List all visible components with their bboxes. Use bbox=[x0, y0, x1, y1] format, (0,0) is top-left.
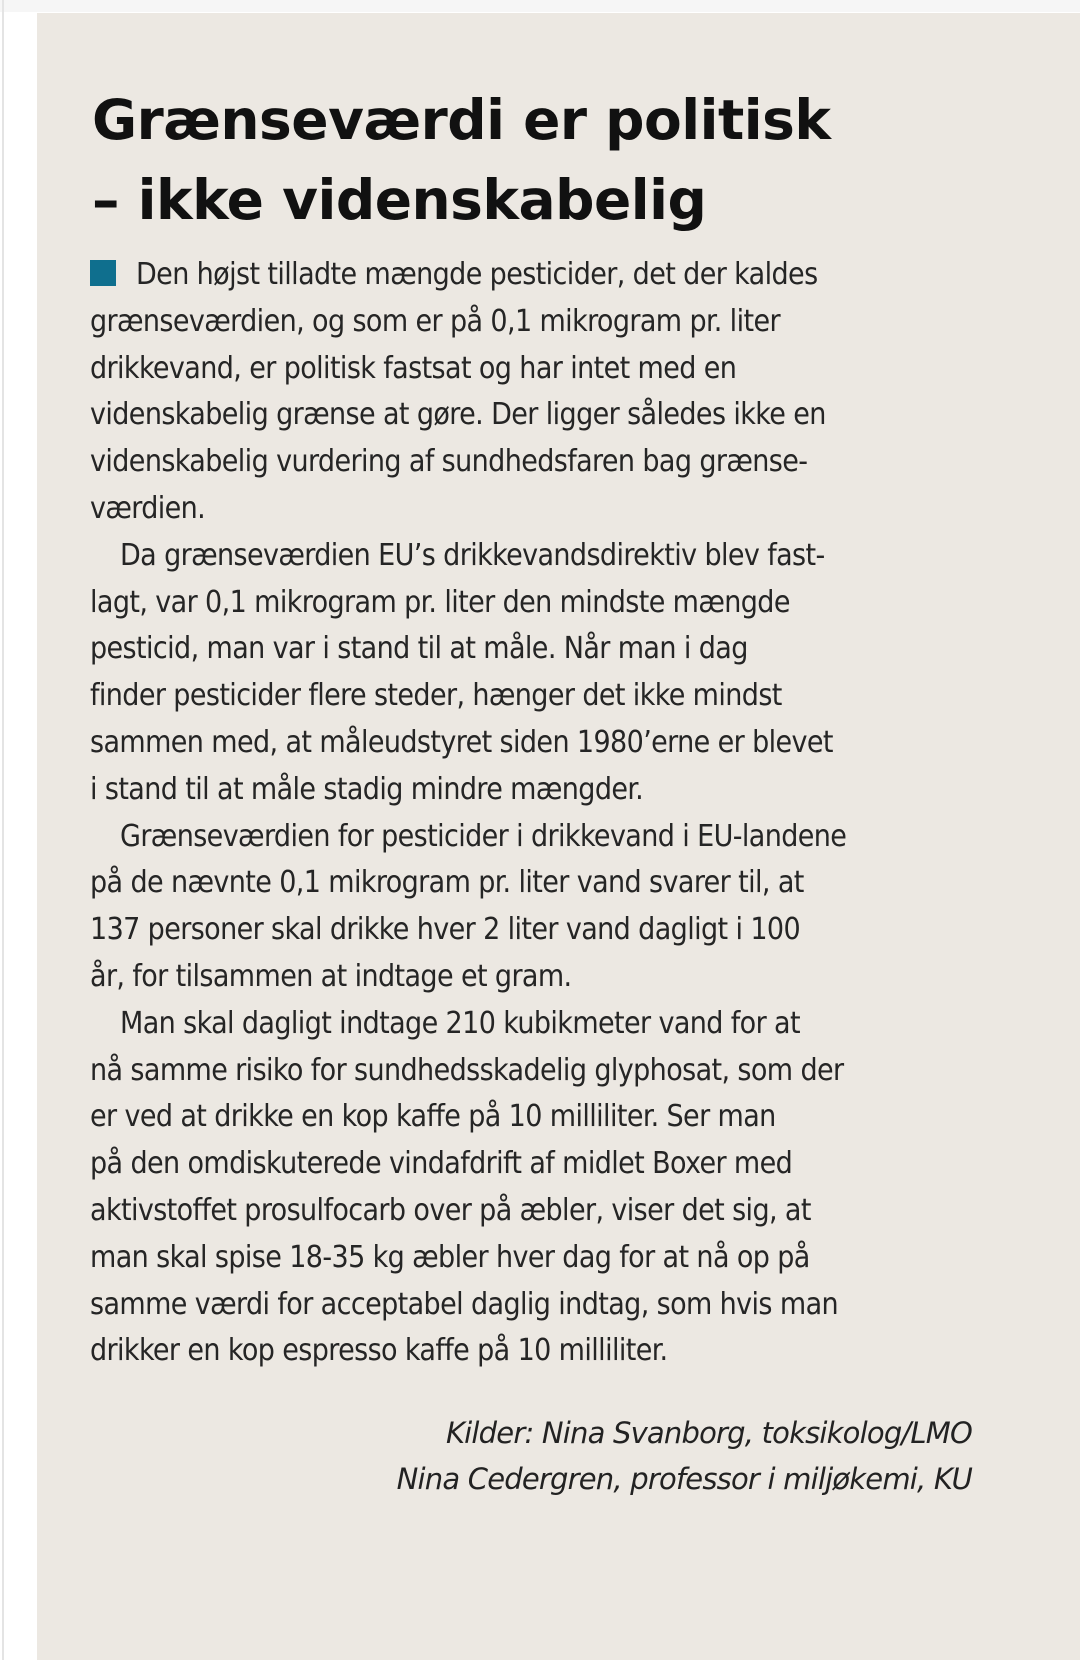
body-line: drikkevand, er politisk fastsat og har intet med en bbox=[90, 350, 737, 386]
body-line: er ved at drikke en kop kaffe på 10 milliliter. Ser man bbox=[90, 1099, 776, 1135]
body-line: i stand til at måle stadig mindre mængder. bbox=[90, 771, 644, 807]
body-line: Grænseværdien for pesticider i drikkevand i EU-landene bbox=[120, 818, 847, 854]
sources-credit bbox=[397, 1410, 972, 1502]
page-top-edge bbox=[0, 0, 1080, 12]
body-line: finder pesticider flere steder, hænger det ikke mindst bbox=[90, 678, 782, 714]
body-line: Da grænseværdien EU’s drikkevandsdirektiv blev fast- bbox=[120, 537, 825, 573]
headline-line-2: – ikke videnskabelig bbox=[92, 168, 707, 232]
source-line-1: Kilder: Nina Svanborg, toksikolog/LMO bbox=[445, 1416, 972, 1450]
body-line: samme værdi for acceptabel daglig indtag, som hvis man bbox=[90, 1286, 839, 1322]
body-line: Man skal dagligt indtage 210 kubikmeter vand for at bbox=[120, 1005, 800, 1041]
headline-line-1: Grænseværdi er politisk bbox=[92, 88, 831, 152]
headline bbox=[92, 80, 1032, 240]
body-line: på den omdiskuterede vindafdrift af midlet Boxer med bbox=[90, 1146, 793, 1182]
body-line bbox=[90, 252, 990, 299]
body-line: nå samme risiko for sundhedsskadelig glyphosat, som der bbox=[90, 1052, 844, 1088]
body-line: pesticid, man var i stand til at måle. Når man i dag bbox=[90, 631, 748, 667]
bullet-square-icon bbox=[90, 260, 116, 286]
body-line: 137 personer skal drikke hver 2 liter vand dagligt i 100 bbox=[90, 912, 801, 948]
body-line: man skal spise 18-35 kg æbler hver dag for at nå op på bbox=[90, 1239, 810, 1275]
body-line: videnskabelig vurdering af sundhedsfaren bag grænse- bbox=[90, 444, 808, 480]
body-line-text: Den højst tilladte mængde pesticider, det der kaldes bbox=[136, 257, 818, 292]
body-line: på de nævnte 0,1 mikrogram pr. liter vand svarer til, at bbox=[90, 865, 804, 901]
article-body bbox=[90, 252, 990, 1375]
body-line: år, for tilsammen at indtage et gram. bbox=[90, 958, 572, 994]
body-line: grænseværdien, og som er på 0,1 mikrogram pr. liter bbox=[90, 303, 780, 339]
body-line: videnskabelig grænse at gøre. Der ligger således ikke en bbox=[90, 397, 826, 433]
body-line: lagt, var 0,1 mikrogram pr. liter den mindste mængde bbox=[90, 584, 790, 620]
body-line: drikker en kop espresso kaffe på 10 milliliter. bbox=[90, 1333, 668, 1369]
source-line-2: Nina Cedergren, professor i miljøkemi, KU bbox=[396, 1462, 972, 1496]
body-line: sammen med, at måleudstyret siden 1980’erne er blevet bbox=[90, 724, 833, 760]
body-line: værdien. bbox=[90, 490, 206, 526]
page-left-edge bbox=[2, 0, 4, 1660]
body-line: aktivstoffet prosulfocarb over på æbler, viser det sig, at bbox=[90, 1192, 811, 1228]
